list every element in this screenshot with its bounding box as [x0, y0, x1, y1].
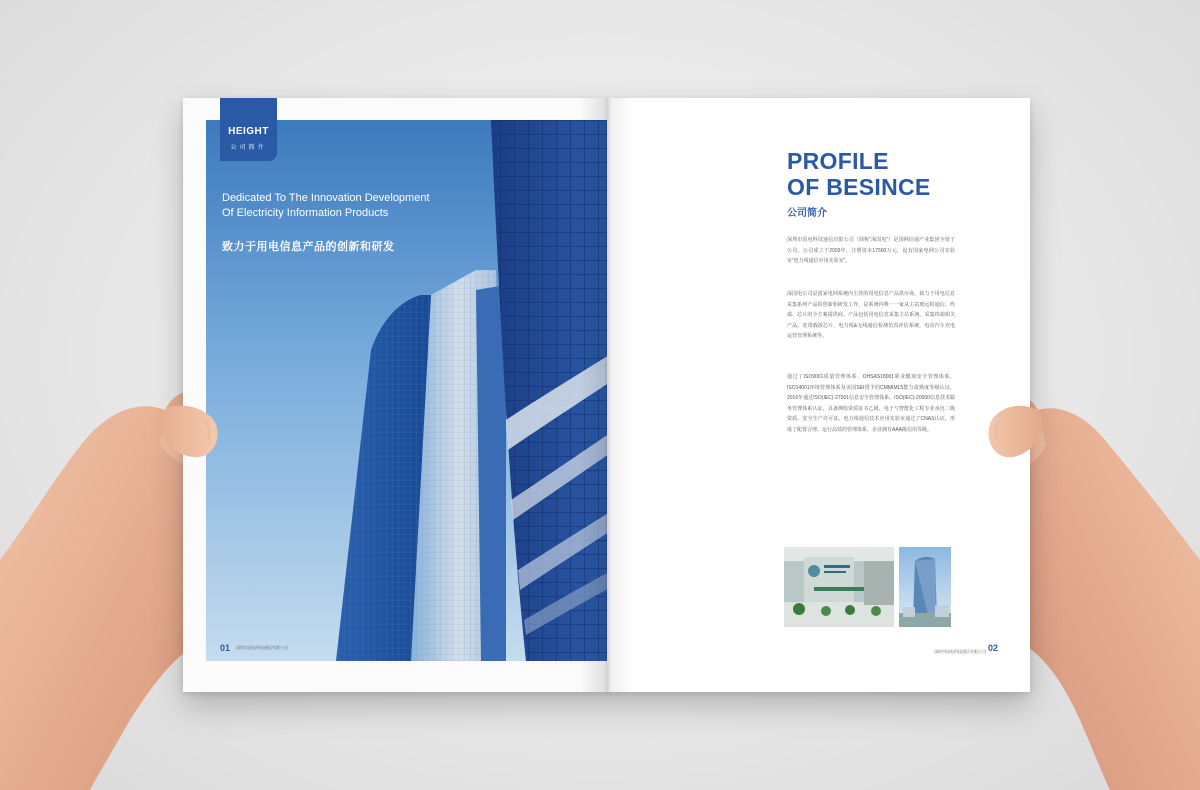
- section-tab: [220, 98, 277, 161]
- heading-line-2: OF BESINCE: [787, 174, 931, 200]
- heading-line-1: PROFILE: [787, 148, 889, 174]
- footer-company-right: 深圳市国电科技通信有限公司: [934, 649, 986, 654]
- magazine-spread: [183, 98, 1030, 692]
- profile-paragraph-1: 深圳市国电科技通信有限公司（简称“深国电”）是国网信通产业集团全资子公司，公司成立于2003年，注册资本17500万元，设有国家电网公司实验室“电力线通信应用实验室”。: [787, 237, 955, 265]
- profile-paragraph-3: 通过了ISO9001质量管理体系、OHSAS18001职业健康安全管理体系、ISO14001环境管理体系及美国SEI授予的CMMIML5能力成熟度等级认证，2016年通过ISO(IEC)-27001信息安全管理体系、ISO(IEC)-20000信息技术服务管理体系认证，具备测绘资质证书乙级、电子与智能化工程专业承包二级资质、安全生产许可证。电力线通信技术应用实验室通过了CNAS认证，形成了配置合理、运行高效的管理体系，企业拥有AAA级信用等级。: [787, 374, 955, 433]
- tab-title: HEIGHT: [228, 126, 269, 137]
- footer-company-left: 深圳市国电科技通信有限公司: [236, 645, 288, 650]
- tab-subtitle: 公司简介: [230, 145, 267, 151]
- profile-paragraph-2: 深国电公司是国家电网系统内主营的用电信息产品供应商，致力于用电信息采集系列产品的创新和研发工作，是系统内唯一一家从主站到远程通信、终端、芯片的全方案提供商。产品包括用电信息采集主站系统、采集终端相关产品、宽带载波芯片、电力线&无线通信检测仿真评估系统、电动汽车充电运营管理系统等。: [787, 291, 955, 340]
- heading-chinese: 公司简介: [787, 208, 827, 219]
- office-tower-photo: [899, 547, 951, 627]
- page-number-right: 02: [988, 643, 999, 653]
- tagline-english: Dedicated To The Innovation Development Of Electricity Information Products: [222, 192, 430, 219]
- left-page: [183, 98, 607, 692]
- page-number-left: 01: [220, 643, 231, 653]
- right-page: [607, 98, 1030, 692]
- tagline-chinese: 致力于用电信息产品的创新和研发: [222, 241, 395, 253]
- profile-heading: [787, 148, 931, 200]
- office-lobby-photo: [784, 547, 894, 627]
